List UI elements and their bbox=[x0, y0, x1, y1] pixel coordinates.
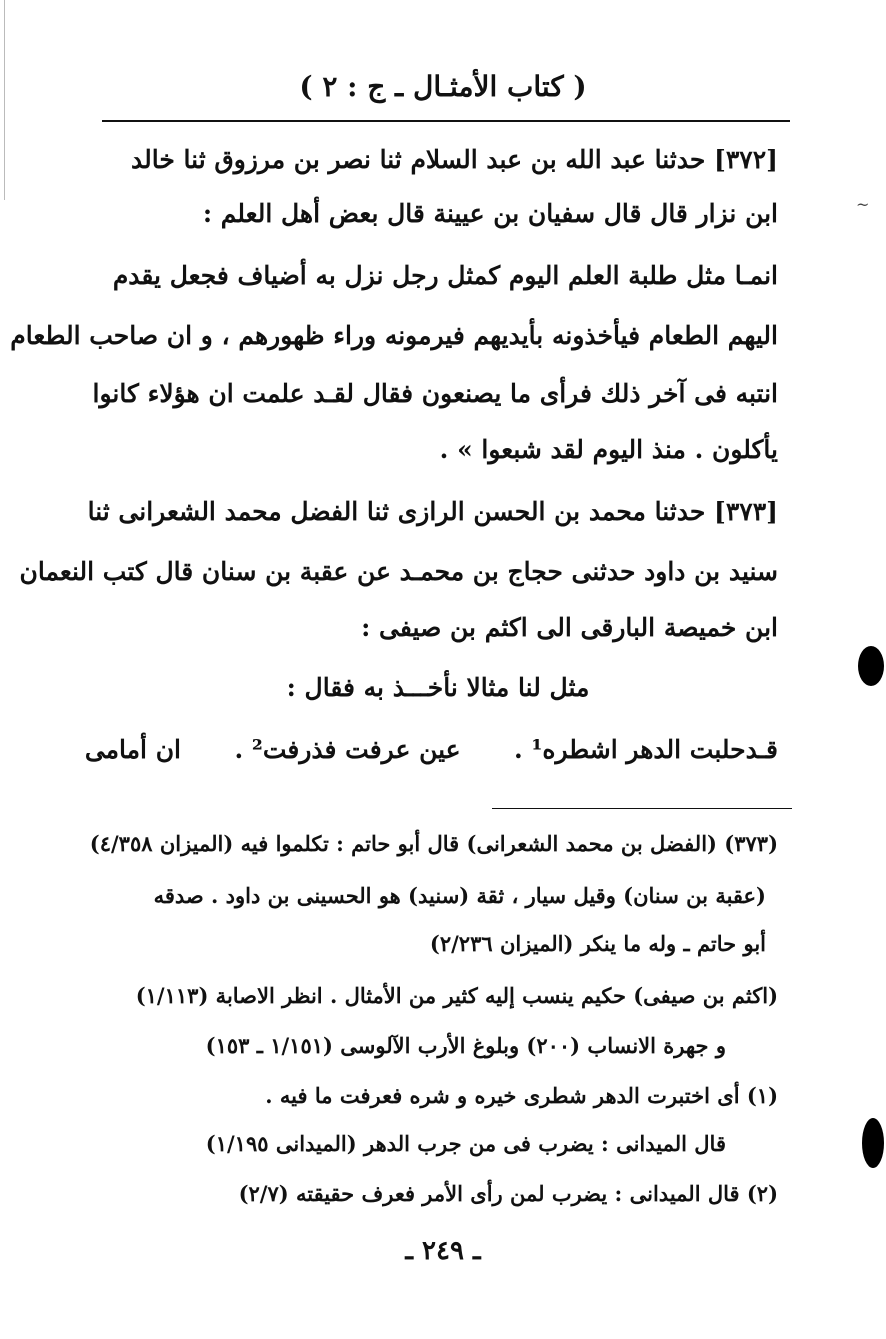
footnote-line-1: (٣٧٣) (الفضل بن محمد الشعرانى) قال أبو حاتم : تكلموا فيه (الميزان ٤/٣٥٨) bbox=[89, 831, 778, 856]
footnote-line-5: و جهرة الانساب (٢٠٠) وبلوغ الأرب الآلوسى (١/١٥١ ـ ١٥٣) bbox=[205, 1033, 726, 1058]
verse-left: ان أمامى bbox=[84, 735, 182, 764]
footnote-line-2: (عقبة بن سنان) وقيل سيار ، ثقة (سنيد) هو الحسينى بن داود . صدقه bbox=[153, 883, 766, 908]
footnote-line-4: (اكثم بن صيفى) حكيم ينسب إليه كثير من الأمثال . انظر الاصابة (١/١١٣) bbox=[135, 983, 778, 1008]
footnote-line-3: أبو حاتم ـ وله ما ينكر (الميزان ٢/٢٣٦) bbox=[429, 931, 766, 956]
scan-edge-blot-lower bbox=[862, 1118, 884, 1168]
header-rule bbox=[102, 120, 790, 122]
body-line-6: يأكلون . منذ اليوم لقد شبعوا » . bbox=[439, 435, 778, 464]
page-number: ـ ٢٤٩ ـ bbox=[405, 1236, 481, 1266]
body-line-3: انمـا مثل طلبة العلم اليوم كمثل رجل نزل به أضياف فجعل يقدم bbox=[112, 261, 778, 290]
scan-edge-blot-upper bbox=[858, 646, 884, 686]
verse-middle: عين عرفت فذرفت² . bbox=[234, 735, 461, 764]
running-header: ( كتاب الأمثـال ـ ج : ٢ ) bbox=[299, 70, 587, 103]
body-line-4: اليهم الطعام فيأخذونه بأيديهم فيرمونه وراء ظهورهم ، و ان صاحب الطعام bbox=[10, 321, 778, 350]
verse-right: قـدحلبت الدهر اشطره¹ . bbox=[514, 735, 778, 764]
body-line-2: ابن نزار قال قال سفيان بن عيينة قال بعض أهل العلم : bbox=[202, 199, 778, 228]
verse-line bbox=[84, 732, 778, 768]
body-line-1: [٣٧٢] حدثنا عبد الله بن عبد السلام ثنا نصر بن مرزوق ثنا خالد bbox=[131, 145, 778, 174]
body-line-5: انتبه فى آخر ذلك فرأى ما يصنعون فقال لقـد علمت ان هؤلاء كانوا bbox=[92, 379, 778, 408]
footnote-line-6: (١) أى اختبرت الدهر شطرى خيره و شره فعرفت ما فيه . bbox=[265, 1083, 778, 1108]
footnote-line-7: قال الميدانى : يضرب فى من جرب الدهر (الميدانى ١/١٩٥) bbox=[205, 1131, 726, 1156]
body-line-8: سنيد بن داود حدثنى حجاج بن محمـد عن عقبة بن سنان قال كتب النعمان bbox=[19, 557, 778, 586]
body-line-7: [٣٧٣] حدثنا محمد بن الحسن الرازى ثنا الفضل محمد الشعرانى ثنا bbox=[87, 497, 778, 526]
footnote-rule bbox=[492, 808, 792, 809]
footnote-line-8: (٢) قال الميدانى : يضرب لمن رأى الأمر فعرف حقيقته (٢/٧) bbox=[238, 1181, 778, 1206]
body-line-9: ابن خميصة البارقى الى اكثم بن صيفى : bbox=[361, 613, 778, 642]
margin-handwritten-mark: ~ bbox=[856, 195, 870, 214]
body-line-10: مثل لنا مثالا نأخـــذ به فقال : bbox=[286, 673, 590, 702]
